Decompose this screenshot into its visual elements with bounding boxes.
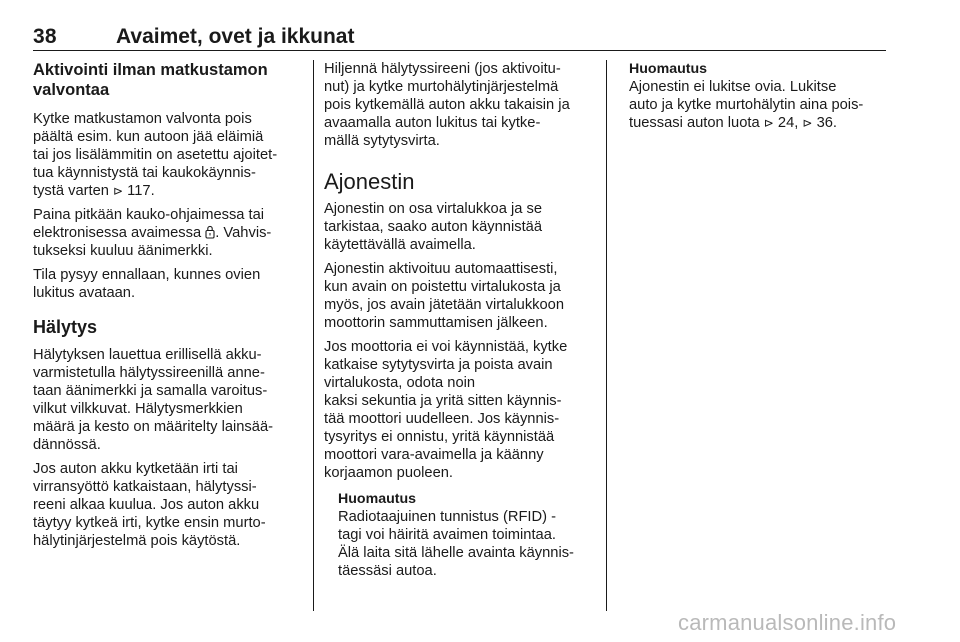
paragraph: Paina pitkään kauko-ohjaimessa tai elektronisessa avaimessa . Vahvis- tukseksi kuuluu äänimerkki. — [33, 207, 272, 259]
column-right — [629, 60, 889, 132]
page-reference[interactable]: 24, — [777, 115, 799, 131]
page-reference[interactable]: 117. — [127, 183, 155, 199]
note-title: Huomautus — [629, 61, 708, 77]
section-title-alarm: Hälytys — [33, 317, 98, 337]
paragraph: Ajonestin aktivoituu automaattisesti, kun avain on poistettu virtalukosta ja myös, jos avain jätetään virtalukkoon moottorin sammuttamisen jälkeen. — [324, 261, 565, 331]
paragraph: Hälytyksen lauettua erillisellä akku- varmistetulla hälytyssireenillä anne- taan äänimerkki ja samalla varoitus- vilkut vilkkuvat. Hälytysmerkkien määrä ja kesto on määritelty lainsää- dännössä. — [33, 347, 274, 453]
note-box: Huomautus Radiotaajuinen tunnistus (RFID) - tagi voi häiritä avaimen toimintaa. Älä laita sitä lähelle avainta käynnis- täessäsi autoa. — [324, 490, 596, 580]
paragraph: Tila pysyy ennallaan, kunnes ovien lukitus avataan. — [33, 267, 261, 301]
reference-arrow-icon: ⊳ — [763, 116, 774, 130]
note-box: Huomautus Ajonestin ei lukitse ovia. Lukitse auto ja kytke murtohälytin aina pois- tuessasi auton luota ⊳ 24, ⊳ 36. — [629, 60, 889, 132]
section-title-immobilizer: Ajonestin — [324, 169, 415, 194]
reference-arrow-icon: ⊳ — [113, 184, 124, 198]
column-divider — [313, 60, 314, 611]
chapter-title: Avaimet, ovet ja ikkunat — [116, 25, 355, 48]
note-title: Huomautus — [338, 491, 417, 507]
paragraph: Jos auton akku kytketään irti tai virransyöttö katkaistaan, hälytyssi- reeni alkaa kuulua. Jos auton akku täytyy kytkeä irti, kytke ensin murto- hälytinjärjestelmä pois käytöstä. — [33, 461, 266, 549]
paragraph: Kytke matkustamon valvonta pois päältä esim. kun autoon jää eläimiä tai jos lisälämmitin on asetettu ajoitet- tua käynnistystä tai kaukokäynnis- tystä varten ⊳ 117. — [33, 111, 278, 199]
column-middle — [324, 60, 596, 580]
section-title-activation: Aktivointi ilman matkustamon valvontaa — [33, 61, 268, 99]
page-header — [33, 25, 886, 51]
paragraph: Hiljennä hälytyssireeni (jos aktivoitu- nut) ja kytke murtohälytinjärjestelmä pois kytkemällä auton akku takaisin ja avaamalla auton lukitus tai kytke- mällä sytytysvirta. — [324, 61, 570, 149]
column-divider — [606, 60, 607, 611]
watermark: carmanualsonline.info — [678, 610, 897, 635]
paragraph: Ajonestin on osa virtalukkoa ja se tarkistaa, saako auton käynnistää käytettävällä avaimella. — [324, 201, 542, 253]
paragraph: Jos moottoria ei voi käynnistää, kytke katkaise sytytysvirta ja poista avain virtalukosta, odota noin kaksi sekuntia ja yritä sitten käynnis- tää moottori uudelleen. Jos käynnis- tysyritys ei onnistu, yritä käynnistää moottori vara-avaimella ja käänny korjaamon puoleen. — [324, 339, 568, 481]
reference-arrow-icon: ⊳ — [802, 116, 813, 130]
page-reference[interactable]: 36. — [816, 115, 837, 131]
column-left — [33, 60, 305, 556]
lock-button-icon — [205, 225, 215, 239]
page-number: 38 — [33, 25, 57, 48]
